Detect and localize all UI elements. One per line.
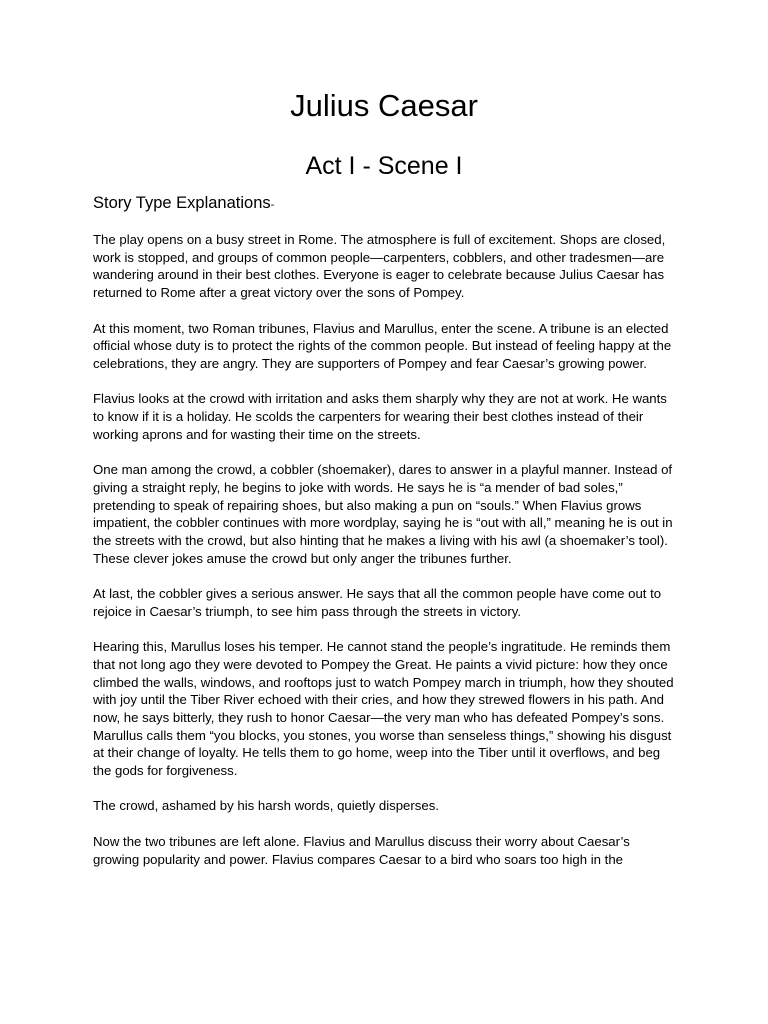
section-heading-text: Story Type Explanations	[93, 194, 271, 212]
paragraph: Hearing this, Marullus loses his temper. He cannot stand the people’s ingratitude. He reminds them that not long ago they were devoted to Pompey the Great. He paints a vivid picture: how they once climbed the walls, windows, and rooftops just to watch Pompey march in triumph, how they shouted with joy until the Tiber River echoed with their cries, and how they strewed flowers in his path. And now, he says bitterly, they rush to honor Caesar—the very man who has defeated Pompey’s sons. Marullus calls them “you blocks, you stones, you worse than senseless things,” showing his disgust at their change of loyalty. He tells them to go home, weep into the Tiber until it overflows, and beg the gods for forgiveness.	[93, 639, 674, 779]
document-body	[93, 231, 675, 886]
paragraph: At this moment, two Roman tribunes, Flavius and Marullus, enter the scene. A tribune is an elected official whose duty is to protect the rights of the common people. But instead of feeling happy at the celebrations, they are angry. They are supporters of Pompey and fear Caesar’s growing power.	[93, 320, 672, 371]
document-title: Julius Caesar	[290, 88, 478, 123]
paragraph: Now the two tribunes are left alone. Flavius and Marullus discuss their worry about Caesar’s growing popularity and power. Flavius compares Caesar to a bird who soars too high in the	[93, 833, 630, 867]
paragraph: Flavius looks at the crowd with irritation and asks them sharply why they are not at work. He wants to know if it is a holiday. He scolds the carpenters for wearing their best clothes instead of their working aprons and for wasting their time on the streets.	[93, 391, 667, 442]
section-heading-suffix: -	[270, 199, 275, 211]
paragraph: The play opens on a busy street in Rome. The atmosphere is full of excitement. Shops are closed, work is stopped, and groups of common people—carpenters, cobblers, and other tradesmen—are wandering around in their best clothes. Everyone is eager to celebrate because Julius Caesar has returned to Rome after a great victory over the sons of Pompey.	[93, 232, 666, 301]
document-subtitle: Act I - Scene I	[305, 152, 463, 180]
paragraph: At last, the cobbler gives a serious answer. He says that all the common people have come out to rejoice in Caesar’s triumph, to see him pass through the streets in victory.	[93, 586, 662, 619]
paragraph: One man among the crowd, a cobbler (shoemaker), dares to answer in a playful manner. Instead of giving a straight reply, he begins to joke with words. He says he is “a mender of bad soles,” pretending to speak of repairing shoes, but also making a pun on “souls.” When Flavius grows impatient, the cobbler continues with more wordplay, saying he is “out with all,” meaning he is out in the streets with the crowd, but also hinting that he makes a living with his awl (a shoemaker’s tool). These clever jokes amuse the crowd but only anger the tribunes further.	[93, 462, 673, 566]
paragraph: The crowd, ashamed by his harsh words, quietly disperses.	[93, 798, 439, 814]
section-heading	[93, 191, 274, 217]
